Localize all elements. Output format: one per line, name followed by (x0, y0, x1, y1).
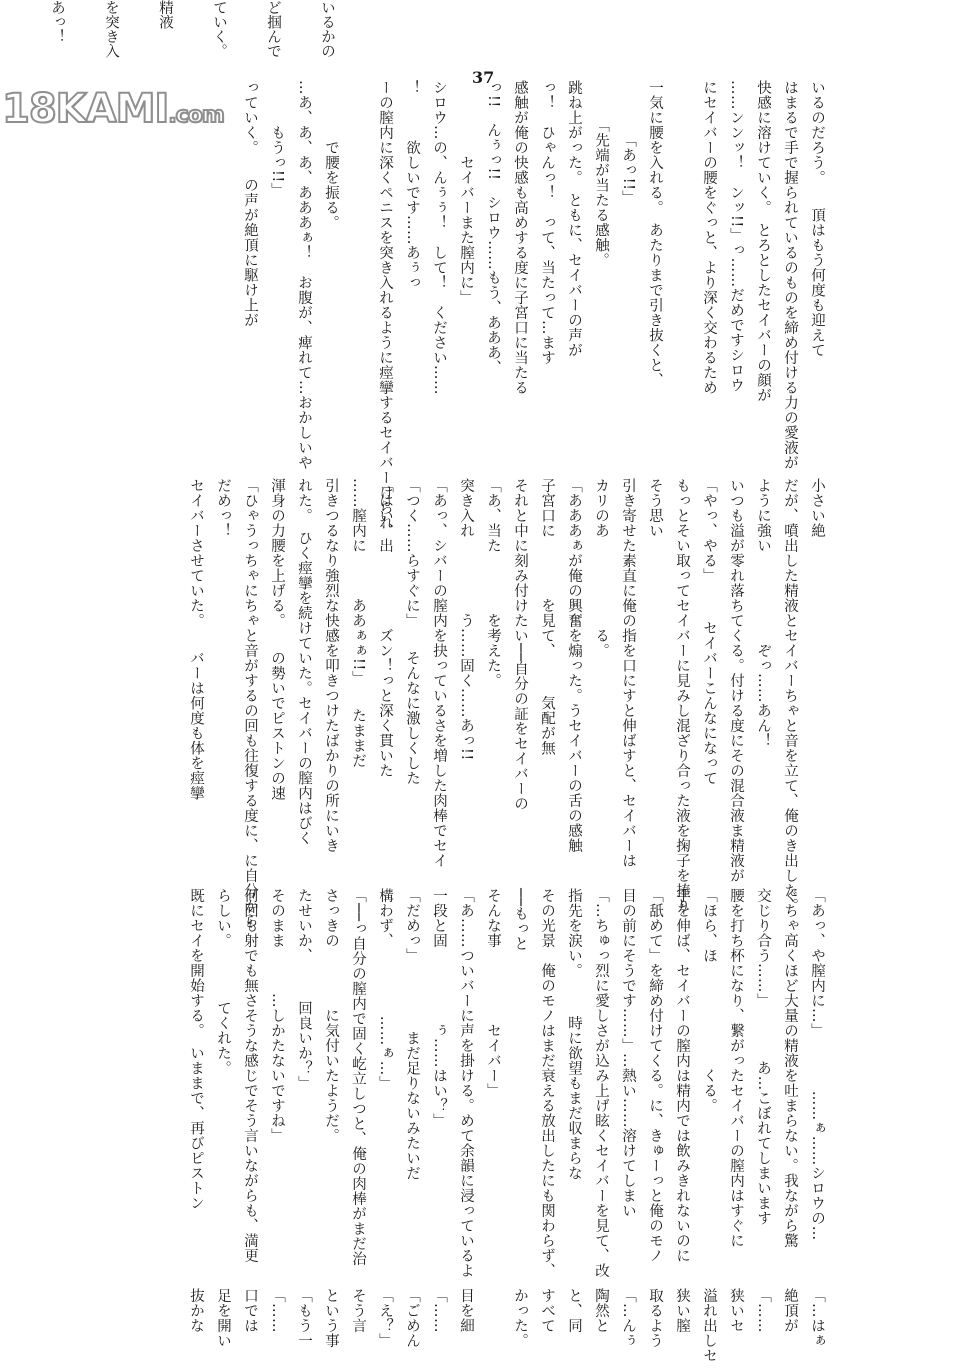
text-column-lower-17: ……膣内に ああぁぁ!!」 たままだ (350, 478, 366, 769)
text-column-17: もうっ!!」 (269, 80, 285, 198)
text-column-lower-18: 引きつるなり強烈な快感を叩きつけたばかりの所にいき (323, 478, 339, 853)
clipped-text-column-5: あっ！ (49, 0, 65, 44)
text-column-2: ……ンンッ！ ンッ!!」っ……だめですシロウ (728, 80, 744, 393)
text-column-lower-mid-22: らしい。 てくれた。 (215, 888, 231, 1076)
text-column-lower-edge-4: 溢れ出しセ (701, 1288, 717, 1363)
text-column-lower-mid-12: そんな事 セイバー」 (485, 888, 501, 1098)
text-column-lower-19: れた。 ひく痙攣を続けていた。セイバーの膣内はびく (296, 478, 312, 846)
text-column-lower-1: だが、噴出した精液とセイバーちゃと音を立て、俺のき出した。 (782, 478, 798, 913)
text-column-lower-mid-5: 手を伸ば、セイバーの膣内は精内では飲みきれないのに (674, 888, 690, 1263)
text-column-6: 「先端が当たる感触。 (593, 80, 609, 268)
text-column-11: セイバーまた膣内に」 (458, 80, 474, 305)
text-column-lower-mid-19: たせいか、 回良いか？」 (296, 888, 312, 1091)
text-column-14: ーの膣内に深くペニスを突き入れるように痙攣するセイバーけられ (377, 80, 393, 530)
watermark-brand: 18KAMI (2, 86, 169, 132)
text-column-lower-edge-11: かった。 (512, 1288, 528, 1348)
text-column-lower-16: 「はい、出 ズン！っと深く貫いた (377, 478, 393, 778)
text-column-lower-mid-9: 指先を涙い。 時に欲望もまだ収まらな (566, 888, 582, 1181)
text-column-9: 感触が俺の快感も高めする度に子宮口に当たる (512, 80, 528, 395)
text-column-19: いるのだろう。 頂はもう何度も迎えて (809, 80, 825, 358)
text-column-lower-edge-13: 「…… (431, 1288, 447, 1333)
text-column-lower-edge-3: 狭いセ (728, 1288, 744, 1333)
text-column-3: にセイバーの腰をぐっと、より深く交わるため (701, 80, 717, 395)
text-column-lower-edge-22: 抜かな (188, 1288, 204, 1333)
lower-text-block (0, 478, 960, 1370)
text-column-lower-mid-16: 構わず、 ……ぁ…」 (377, 888, 393, 1091)
text-column-lower-23: セイバーさせていた。 バーは何度も体を痙攣 (188, 478, 204, 801)
text-column-lower-mid-3: 腰を打ち杯になり、繋がったセイバーの膣内はすぐに (728, 888, 744, 1248)
text-column-lower-edge-14: 「ごめん (404, 1288, 420, 1348)
text-column-lower-4: 「やっ、やる」 セイバーこんなになって (701, 478, 717, 786)
text-column-lower-6: そう思い (647, 478, 663, 538)
text-column-lower-mid-17: 「──っ自分の膣内で固く屹立しつと、俺の肉棒がまだ治 (350, 888, 366, 1267)
text-column-lower-7: 引き寄せた素直に俺の指を口にすと伸ばすと、セイバーは (620, 478, 636, 868)
text-column-lower-edge-7: 「…んぅ (620, 1288, 636, 1348)
clipped-text-column-1: ど掴んで (265, 0, 281, 58)
text-column-lower-edge-9: と、同 (566, 1288, 582, 1333)
text-column-lower-mid-23: 既にセイを開始する。 いままで、再びピストン (188, 888, 204, 1211)
text-column-16: …あ、あ、あ、あああぁ！ お腹が、痺れて…おかしいや (296, 80, 312, 470)
text-column-lower-edge-18: 「もう一 (296, 1288, 312, 1348)
text-column-lower-10: 子宮口に を見て、 気配が無 (539, 478, 555, 756)
text-column-lower-edge-5: 狭い膣 (674, 1288, 690, 1333)
text-column-lower-13: 突き入れ う……固く……あっ!! (458, 478, 474, 761)
text-column-lower-edge-2: 「…… (755, 1288, 771, 1333)
text-column-lower-21: 「ひゃうっちゃにちゃと音がするの回も往復する度に、に自分から (242, 478, 258, 928)
text-column-7: 跳ね上がった。 ともに、セイバーの声が (566, 80, 582, 358)
text-column-lower-mid-2: 交じり合う……」 あ…こぼれてしまいます (755, 888, 771, 1226)
text-column-lower-3: いつも溢が零れ落ちてくる。付ける度にその混合液ま精液が (728, 478, 744, 883)
text-column-lower-mid-6: 「舐めて」を締め付けてくる。に、きゅーっと俺のモノ (647, 888, 663, 1263)
text-column-lower-mid-11: ──もっと (512, 888, 528, 952)
clipped-text-column-0: いるかの (319, 0, 335, 58)
text-column-8: っ！ ひゃんっ！ って、当たって…ます (539, 80, 555, 365)
watermark-suffix: .com (168, 103, 224, 128)
text-column-lower-mid-20: そのまま …しかたないですね」 (269, 888, 285, 1143)
text-column-lower-edge-21: 足を開い (215, 1288, 231, 1348)
text-column-lower-15: 「つく……らすぐに」 そんなに激しくした (404, 478, 420, 786)
text-column-lower-mid-8: 「…ちゅっ烈に愛しさが込み上げ眩くセイバーを見て、改 (593, 888, 609, 1278)
text-column-lower-mid-4: 「ほら、ほ くる。 (701, 888, 717, 1113)
text-column-lower-5: もっとそい取ってセイバーに見みし混ざり合った液を掬子を捧り (674, 478, 690, 913)
text-column-lower-mid-7: 目の前にそうです……」…熱い……溶けてしまい (620, 888, 636, 1218)
text-column-lower-14: 「あっ、シバーの膣内を抉っているさを増した肉棒でセイ (431, 478, 447, 868)
text-column-5: 「あっ!!」 (620, 80, 636, 206)
text-column-lower-edge-0: 「…はぁ (809, 1288, 825, 1348)
text-column-lower-mid-0: 「あっ、や膣内に…」 ……ぁ……シロウの… (809, 888, 825, 1241)
text-column-lower-mid-10: その光景 俺のモノはまだ衰える放出したにも関わらず、 (539, 888, 555, 1278)
text-column-lower-mid-13: 「あ……ついバーに声を掛ける。めて余韻に浸っているよ (458, 888, 474, 1278)
text-column-lower-edge-10: すべて (539, 1288, 555, 1333)
text-column-lower-22: だめっ！ (215, 478, 231, 538)
text-column-lower-edge-1: 絶頂が (782, 1288, 798, 1333)
text-column-lower-edge-12: 目を細 (458, 1288, 474, 1333)
text-column-10: っ!! んぅっ!! シロウ……もう、あああ、 (485, 80, 501, 376)
text-column-18: っていく。 の声が絶頂に駆け上が (242, 80, 258, 328)
text-column-lower-20: 渾身の力腰を上げる。 の勢いでピストンの速 (269, 478, 285, 801)
text-column-lower-mid-15: 「だめっ」 まだ足りないみたいだ (404, 888, 420, 1181)
text-column-lower-11: それと中に刻み付けたい──自分の証をセイバーの (512, 478, 528, 812)
text-column-lower-edge-15: 「え？」 (377, 1288, 393, 1348)
text-column-15: で腰を振る。 (323, 80, 339, 230)
clipped-text-column-3: 精液 (157, 0, 173, 29)
text-column-lower-edge-19: 「…… (269, 1288, 285, 1333)
text-column-lower-edge-17: という事 (323, 1288, 339, 1348)
text-column-4: 一気に腰を入れる。 あたりまで引き抜くと、 (647, 80, 663, 388)
text-column-lower-2: ように強い ぞっ……あん！ (755, 478, 771, 748)
text-column-12: シロウ…の、んぅぅ！ して！ ください…… (431, 80, 447, 395)
text-column-lower-mid-14: 一段と固 ぅ……はい？」 (431, 888, 447, 1128)
text-column-lower-edge-20: 口では (242, 1288, 258, 1333)
text-column-lower-mid-21: 何回も射でも無さそうな感じでそう言いながらも、満更 (242, 888, 258, 1263)
text-column-lower-mid-18: さっきの に気付いたようだ。 (323, 888, 339, 1143)
text-column-0: はまるで手で握られているのものを締め付ける力の愛液が (782, 80, 798, 470)
text-column-1: 快感に溶けていく。 とろとしたセイバーの顔が (755, 80, 771, 403)
page-number: 37 (472, 68, 495, 87)
clipped-text-column-4: を突き入 (103, 0, 119, 58)
text-column-lower-8: カリのあ る。 (593, 478, 609, 658)
text-column-lower-edge-6: 取るよう (647, 1288, 663, 1348)
text-column-lower-0: 小さい絶 (809, 478, 825, 538)
text-column-lower-edge-8: 陶然と (593, 1288, 609, 1333)
text-column-13: ！ 欲しいです……あぅっ (404, 80, 420, 290)
text-column-lower-edge-16: そう言 (350, 1288, 366, 1333)
text-column-lower-mid-1: ぐちゃ高くほど大量の精液を吐まらない。我ながら驚 (782, 888, 798, 1248)
text-column-lower-12: 「あ、当た を考えた。 (485, 478, 501, 688)
clipped-text-column-2: ていく。 (211, 0, 227, 58)
text-column-lower-9: 「あああぁが俺の興奮を煽った。うセイバーの舌の感触 (566, 478, 582, 853)
